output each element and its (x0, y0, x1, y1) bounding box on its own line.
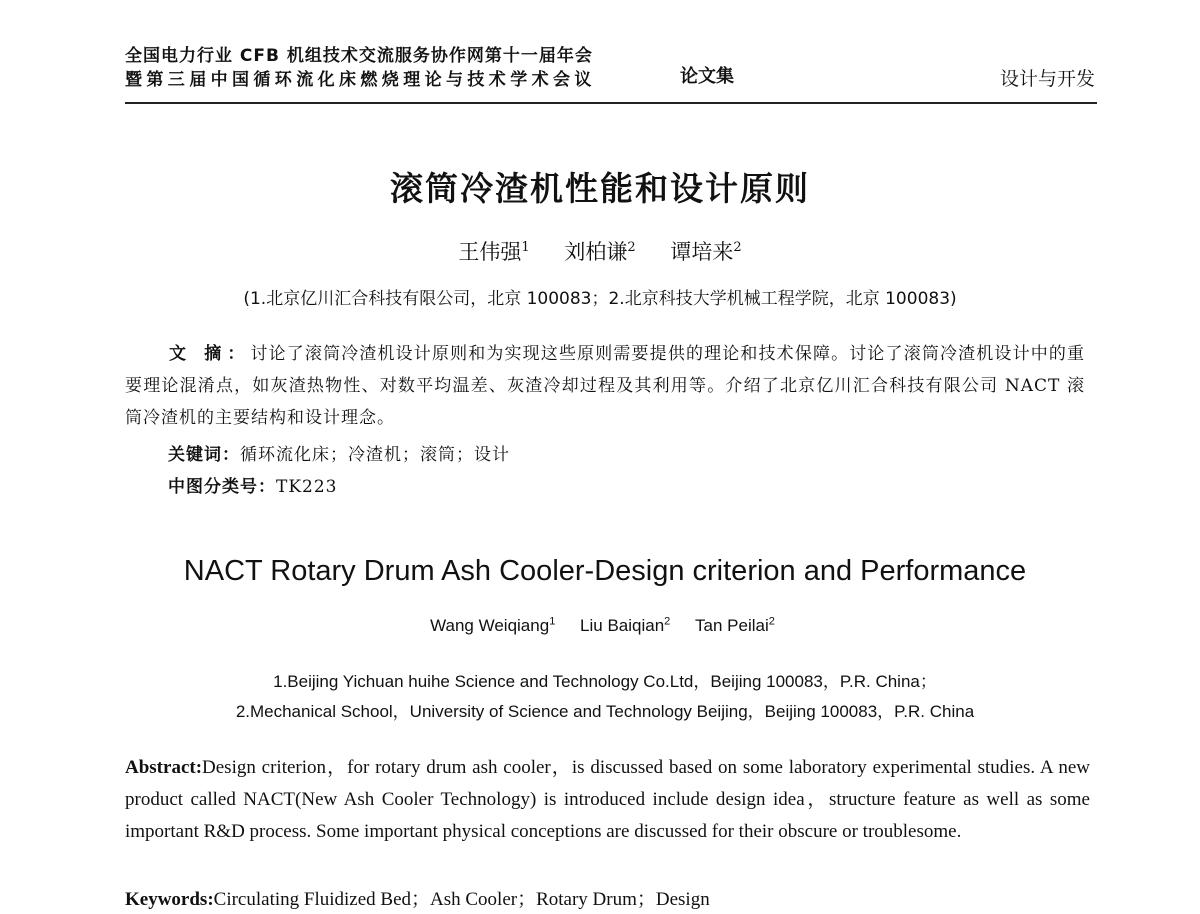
english-keywords-label: Keywords: (125, 889, 214, 910)
classification-number (168, 472, 338, 497)
section-label: 设计与开发 (999, 68, 1095, 90)
running-header (125, 40, 1097, 104)
english-authors (0, 615, 1200, 636)
chinese-authors (0, 236, 1200, 266)
conference-line-1: 全国电力行业 CFB 机组技术交流服务协作网第十一届年会 (125, 46, 593, 66)
author: 谭培来$^2$ (670, 240, 742, 264)
english-abstract-label: Abstract: (125, 757, 203, 778)
conference-line-2: 暨第三届中国循环流化床燃烧理论与技术学术会议 (125, 70, 596, 90)
collection-label: 论文集 (680, 66, 734, 87)
chinese-abstract (125, 338, 1085, 434)
english-abstract-text: Design criterion，for rotary drum ash cooler，is discussed based on some laboratory experimental studies. A new product called NACT(New Ash Cooler Technology) is introduced include design idea，structure feature as well as some important R&D process. Some important physical conceptions are discussed for their obscure or troublesome. (125, 757, 1090, 842)
classification-code: TK223 (276, 477, 338, 497)
english-affiliation-2: 2.Mechanical School，University of Science and Technology Beijing，Beijing 100083，P.R. China (235, 702, 975, 721)
english-keywords-text: Circulating Fluidized Bed；Ash Cooler；Rotary Drum；Design (213, 889, 710, 910)
chinese-keywords-label: 关键词： (168, 445, 240, 465)
chinese-title: 滚筒冷渣机性能和设计原则 (390, 169, 810, 208)
chinese-affiliation: (1.北京亿川汇合科技有限公司，北京 100083；2.北京科技大学机械工程学院，北京 100083) (243, 289, 957, 309)
author: 王伟强$^1$ (458, 240, 530, 264)
conference-name (125, 44, 596, 92)
english-keywords (125, 884, 710, 911)
author: 刘柏谦$^2$ (564, 240, 636, 264)
author: Liu Baiqian$^2$ (580, 615, 671, 635)
chinese-keywords-text: 循环流化床；冷渣机；滚筒；设计 (240, 445, 510, 465)
classification-label: 中图分类号： (168, 477, 276, 497)
chinese-abstract-text: 讨论了滚筒冷渣机设计原则和为实现这些原则需要提供的理论和技术保障。讨论了滚筒冷渣机设计中的重要理论混淆点，如灰渣热物性、对数平均温差、灰渣冷却过程及其利用等。介绍了北京亿川汇合科技有限公司 NACT 滚筒冷渣机的主要结构和设计理念。 (125, 344, 1085, 428)
english-abstract (125, 752, 1090, 848)
author: Tan Peilai$^2$ (695, 615, 775, 635)
chinese-abstract-label: 文 摘： (169, 344, 251, 364)
author: Wang Weiqiang$^1$ (430, 615, 556, 635)
english-title: NACT Rotary Drum Ash Cooler-Design criterion and Performance (183, 555, 1027, 587)
english-affiliation-1: 1.Beijing Yichuan huihe Science and Technology Co.Ltd，Beijing 100083，P.R. China； (273, 672, 937, 691)
chinese-keywords (168, 440, 510, 465)
